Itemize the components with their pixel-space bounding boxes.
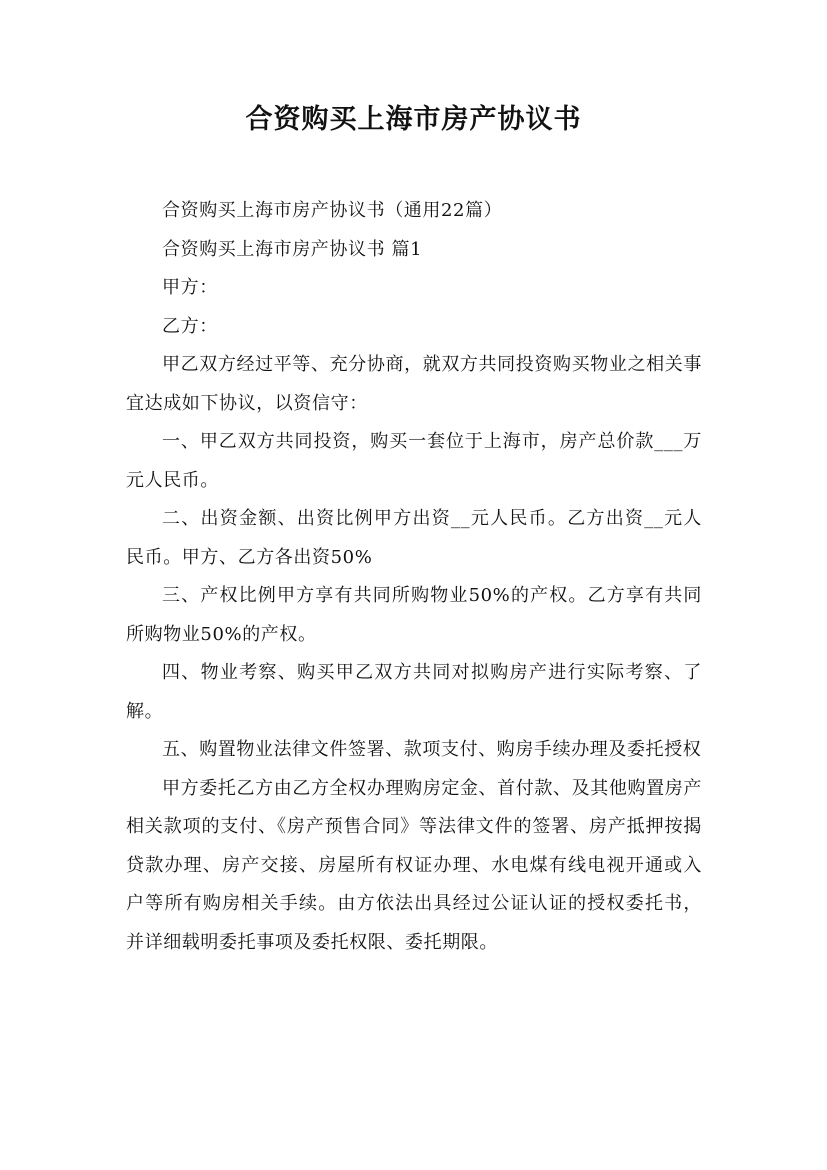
paragraph-clause-3: 三、产权比例甲方享有共同所购物业50%的产权。乙方享有共同所购物业50%的产权。 [126,585,702,645]
paragraph-party-a: 甲方： [162,277,218,298]
paragraph-clause-4: 四、物业考察、购买甲乙双方共同对拟购房产进行实际考察、了解。 [126,662,702,722]
paragraph-clause-5-detail: 甲方委托乙方由乙方全权办理购房定金、首付款、及其他购置房产相关款项的支付、《房产预售合同》等法律文件的签署、房产抵押按揭贷款办理、房产交接、房屋所有权证办理、水电煤有线电视开通或入户等所有购房相关手续。由方依法出具经过公证认证的授权委托书，并详细载明委托事项及委托权限、委托期限。 [126,777,702,953]
paragraph-clause-1: 一、甲乙双方共同投资，购买一套位于上海市，房产总价款___万元人民币。 [126,431,702,491]
paragraph-section-heading: 合资购买上海市房产协议书 篇1 [162,238,423,260]
paragraph-clause-2: 二、出资金额、出资比例甲方出资__元人民币。乙方出资__元人民币。甲方、乙方各出资50% [126,508,702,568]
document-title: 合资购买上海市房产协议书 [245,104,582,135]
document-body [126,192,702,962]
paragraph-party-b: 乙方： [162,315,218,337]
paragraph-clause-5: 五、购置物业法律文件签署、款项支付、购房手续办理及委托授权 [162,739,702,760]
paragraph-subtitle: 合资购买上海市房产协议书（通用22篇） [162,200,503,221]
paragraph-preamble: 甲乙双方经过平等、充分协商，就双方共同投资购买物业之相关事宜达成如下协议，以资信守： [126,354,702,414]
